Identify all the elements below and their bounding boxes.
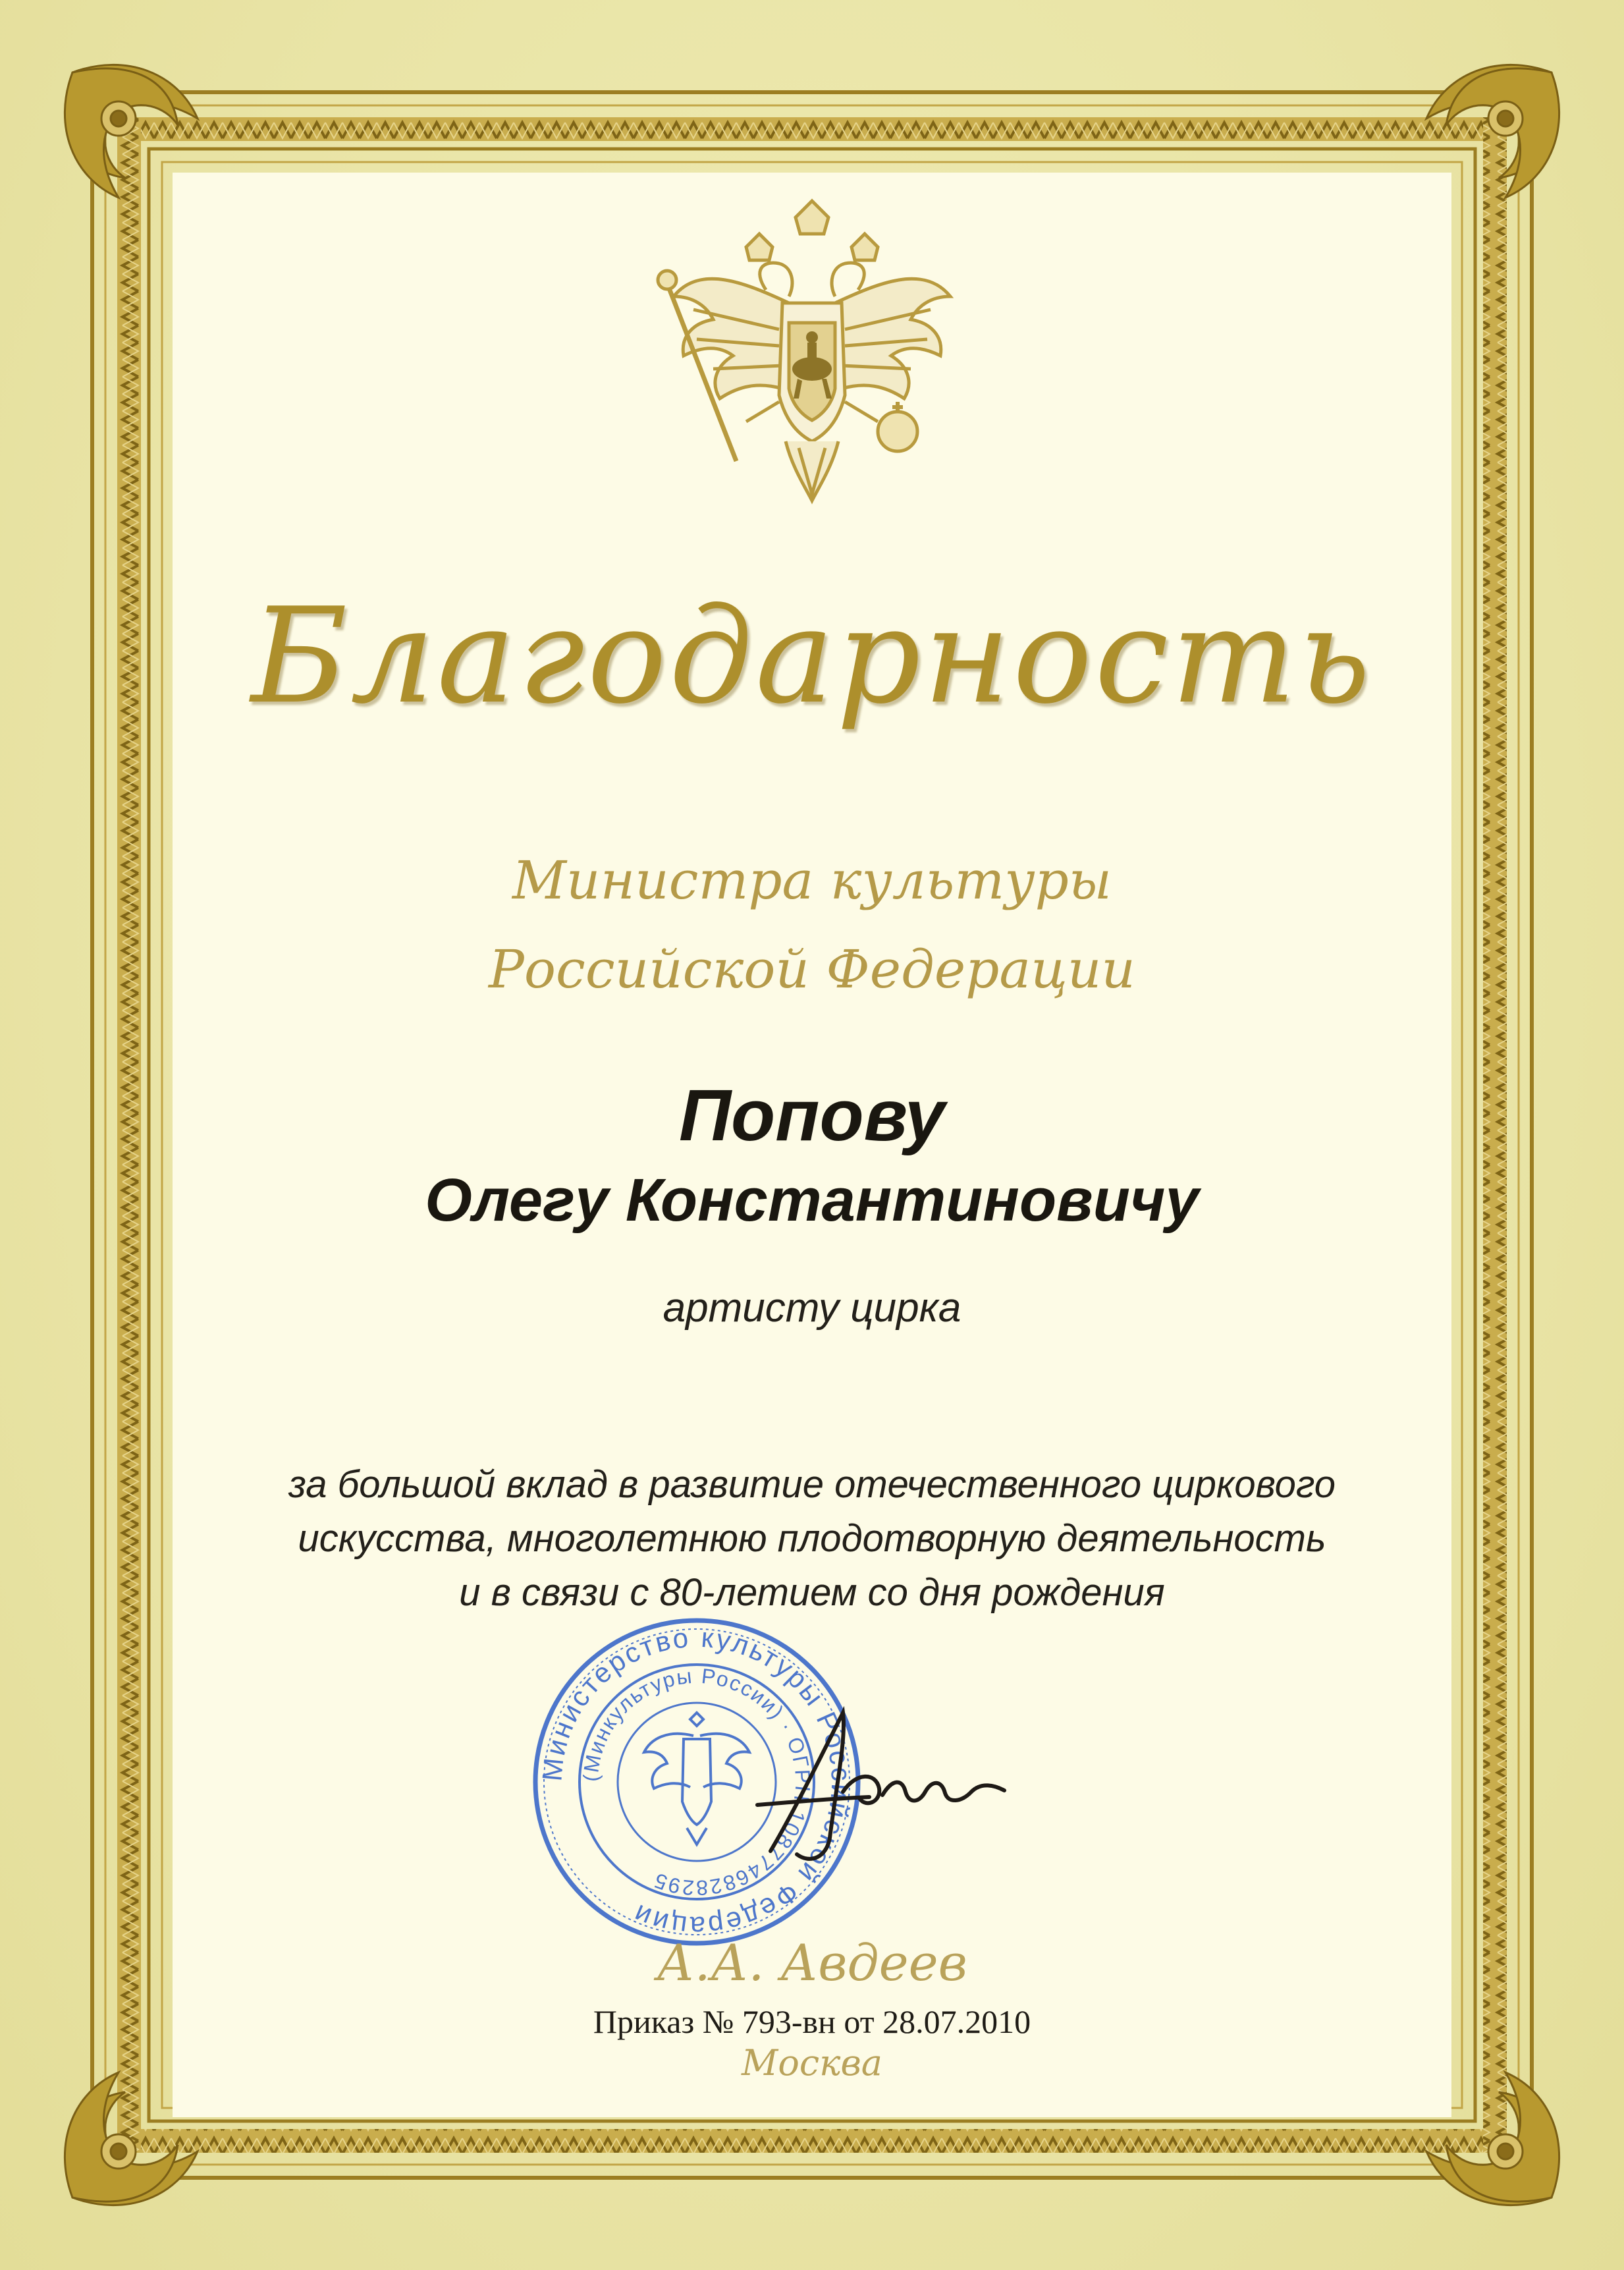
stamp-inner-text: (Минкультуры России) · ОГРН 1087746828295 <box>578 1663 815 1900</box>
certificate-heading: Благодарность <box>251 580 1373 733</box>
order-number: Приказ № 793-вн от 28.07.2010 <box>593 2003 1031 2040</box>
signer-name: А.А. Авдеев <box>657 1933 967 1992</box>
signature <box>744 1686 1021 1884</box>
issuer-line-1: Министра культуры <box>512 850 1112 911</box>
recipient-surname: Попову <box>678 1075 946 1156</box>
recipient-names: Олегу Константиновичу <box>425 1167 1199 1234</box>
stamp-outer-text: Министерство культуры Российской Федерации <box>536 1621 857 1943</box>
recipient-role: артисту цирка <box>663 1285 961 1331</box>
corner-ornament-icon <box>65 65 198 198</box>
double-headed-eagle-icon <box>647 198 977 507</box>
reason-line-1: за большой вклад в развитие отечественного циркового <box>288 1463 1336 1506</box>
reason-line-3: и в связи с 80-летием со дня рождения <box>459 1571 1165 1614</box>
reason-line-2: искусства, многолетнюю плодотворную деятельность <box>298 1517 1326 1560</box>
issuer-line-2: Российской Федерации <box>489 939 1135 1000</box>
city-name: Москва <box>742 2042 882 2084</box>
